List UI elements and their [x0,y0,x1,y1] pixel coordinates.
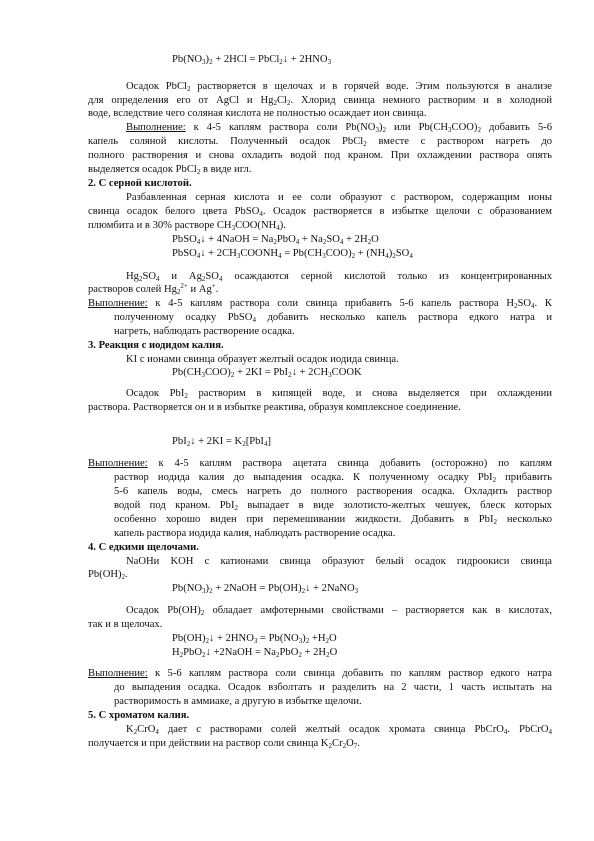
text-line: PbSO$_4$↓ + $2CH_3COONH_4 = Pb(CH_3COO)_2 + (NH_4)_2SO_4$ [172,248,413,260]
text-line: капель соляной кислоты. Полученный осадок PbCl$_2$ вместе с раствором нагреть до [88,136,553,148]
text-line: получается и при действии на раствор соли свинца $K_2Cr_2O_7$. [88,738,360,750]
text-line: $H_2PbO_2↓$ +2NaOH = $Na_2PbO_2 + 2H_2O$ [172,647,338,659]
text-line: капель раствора иодида калия, наблюдать растворение осадка. [114,528,396,539]
text-line: Осадок PbI$_2$ растворим в кипящей воде, и снова выделяется при охлаждении [126,388,553,400]
text-line: 5-6 капель воды, смесь нагреть до полного растворения осадка. Охладить раствор [114,486,552,497]
text-line: Выполнение: к 4-5 каплям раствора соли свинца прибавить 5-6 капель раствора $H_2SO_4$. К [88,298,552,310]
text-line: свинца осадок белого цвета PbSO$_4$. Осадок растворяется в избытке щелочи с образованием [88,206,553,218]
section-heading: 4. С едкими щелочами. [88,542,199,553]
text-line: Осадок $Pb(OH)_2$ обладает амфотерными свойствами – растворяется как в кислотах, [126,605,552,617]
text-line: $Pb(CH_3COO)_2 + 2KI$ = PbI$_2$↓ + $2CH_3COOK$ [172,367,362,379]
text-line: $Pb(NO_3)_2 + 2HCl$ = PbCl$_2$↓ + $2HNO_3$ [172,54,332,66]
text-line: $Pb(NO_3)_2$ + 2NaOH = $Pb(OH)_2↓$ + 2NaNO$_3$ [172,583,359,595]
text-line: нагреть, наблюдать растворение осадка. [114,326,295,337]
text-line: до выпадения осадка. Осадок взболтать и разделить на 2 части, 1 часть испытать на [114,682,552,693]
text-line: раствора. Растворяется он и в избытке реактива, образуя комплексное соединение. [88,402,461,413]
text-line: $Pb(OH)_2$. [88,569,128,581]
text-line: $K_2CrO_4$ дает с растворами солей желтый осадок хромата свинца PbCrO$_4$. PbCrO$_4$ [126,724,552,736]
text-line: выделяется осадок PbCl$_2$ в виде игл. [88,164,252,176]
text-line: $Hg_2SO_4$ и $Ag_2SO_4$ осаждаются серной кислотой только из концентрированных [126,271,552,283]
text-line: PbI$_2$↓ + $2KI = K_2[PbI_4]$ [172,436,271,448]
text-line: KI с ионами свинца образует желтый осадок иодида свинца. [126,354,399,365]
text-line: Осадок PbCl$_2$ растворяется в щелочах и в горячей воде. Этим пользуются в анализе [126,81,552,93]
text-line: так и в щелочах. [88,619,163,630]
section-heading: 2. С серной кислотой. [88,178,192,189]
text-line: Выполнение: к 4-5 каплям раствора ацетата свинца добавить (осторожно) по каплям [88,458,552,469]
text-line: раствор иодида калия до выпадения осадка. К полученному осадку PbI$_2$ прибавить [114,472,552,484]
text-line: особенно хорошо виден при перемешивании жидкости. Добавить в PbI$_2$ несколько [114,514,552,526]
text-line: воде, вследствие чего соляная кислота не полностью осаждает ион свинца. [88,108,427,119]
text-line: для определения его от AgCl и $Hg_2Cl_2$. Хлорид свинца немного растворим и в холодной [88,95,552,107]
text-line: водой под краном. PbI$_2$ выпадает в виде золотисто-желтых чешуек, блеск которых [114,500,552,512]
text-line: полного растворения и снова охладить водой под краном. При охлаждении раствора опять [88,150,552,161]
text-line: Выполнение: к 4-5 каплям раствора соли $Pb(NO_3)_2$ или $Pb(CH_3COO)_2$ добавить 5-6 [126,122,552,134]
text-line: Разбавленная серная кислота и ее соли образуют с раствором, содержащим ионы [126,192,552,203]
text-line: Выполнение: к 5-6 каплям раствора соли свинца добавить по каплям раствор едкого натра [88,668,552,679]
text-line: растворимость в аммиаке, а другую в избытке щелочи. [114,696,362,707]
text-line: полученному осадку PbSO$_4$ добавить несколько капель раствора едкого натра и [114,312,552,324]
text-line: NaOHи KOH с катионами свинца образуют белый осадок гидроокиси свинца [126,556,552,567]
section-heading: 5. С хроматом калия. [88,710,190,721]
text-line: растворов солей $Hg_2^{2+}$ и Ag+. [88,282,219,296]
section-heading: 3. Реакция с иодидом калия. [88,340,224,351]
text-line: $Pb(OH)_2↓ + 2HNO_3 = Pb(NO_3)_2 +H_2O$ [172,633,337,645]
text-line: плюмбита и в 30% растворе $CH_3COO(NH_4)$. [88,220,286,232]
text-line: PbSO$_4$↓ + 4NaOH = $Na_2PbO_4 + Na_2SO_4 + 2H_2O$ [172,234,379,246]
